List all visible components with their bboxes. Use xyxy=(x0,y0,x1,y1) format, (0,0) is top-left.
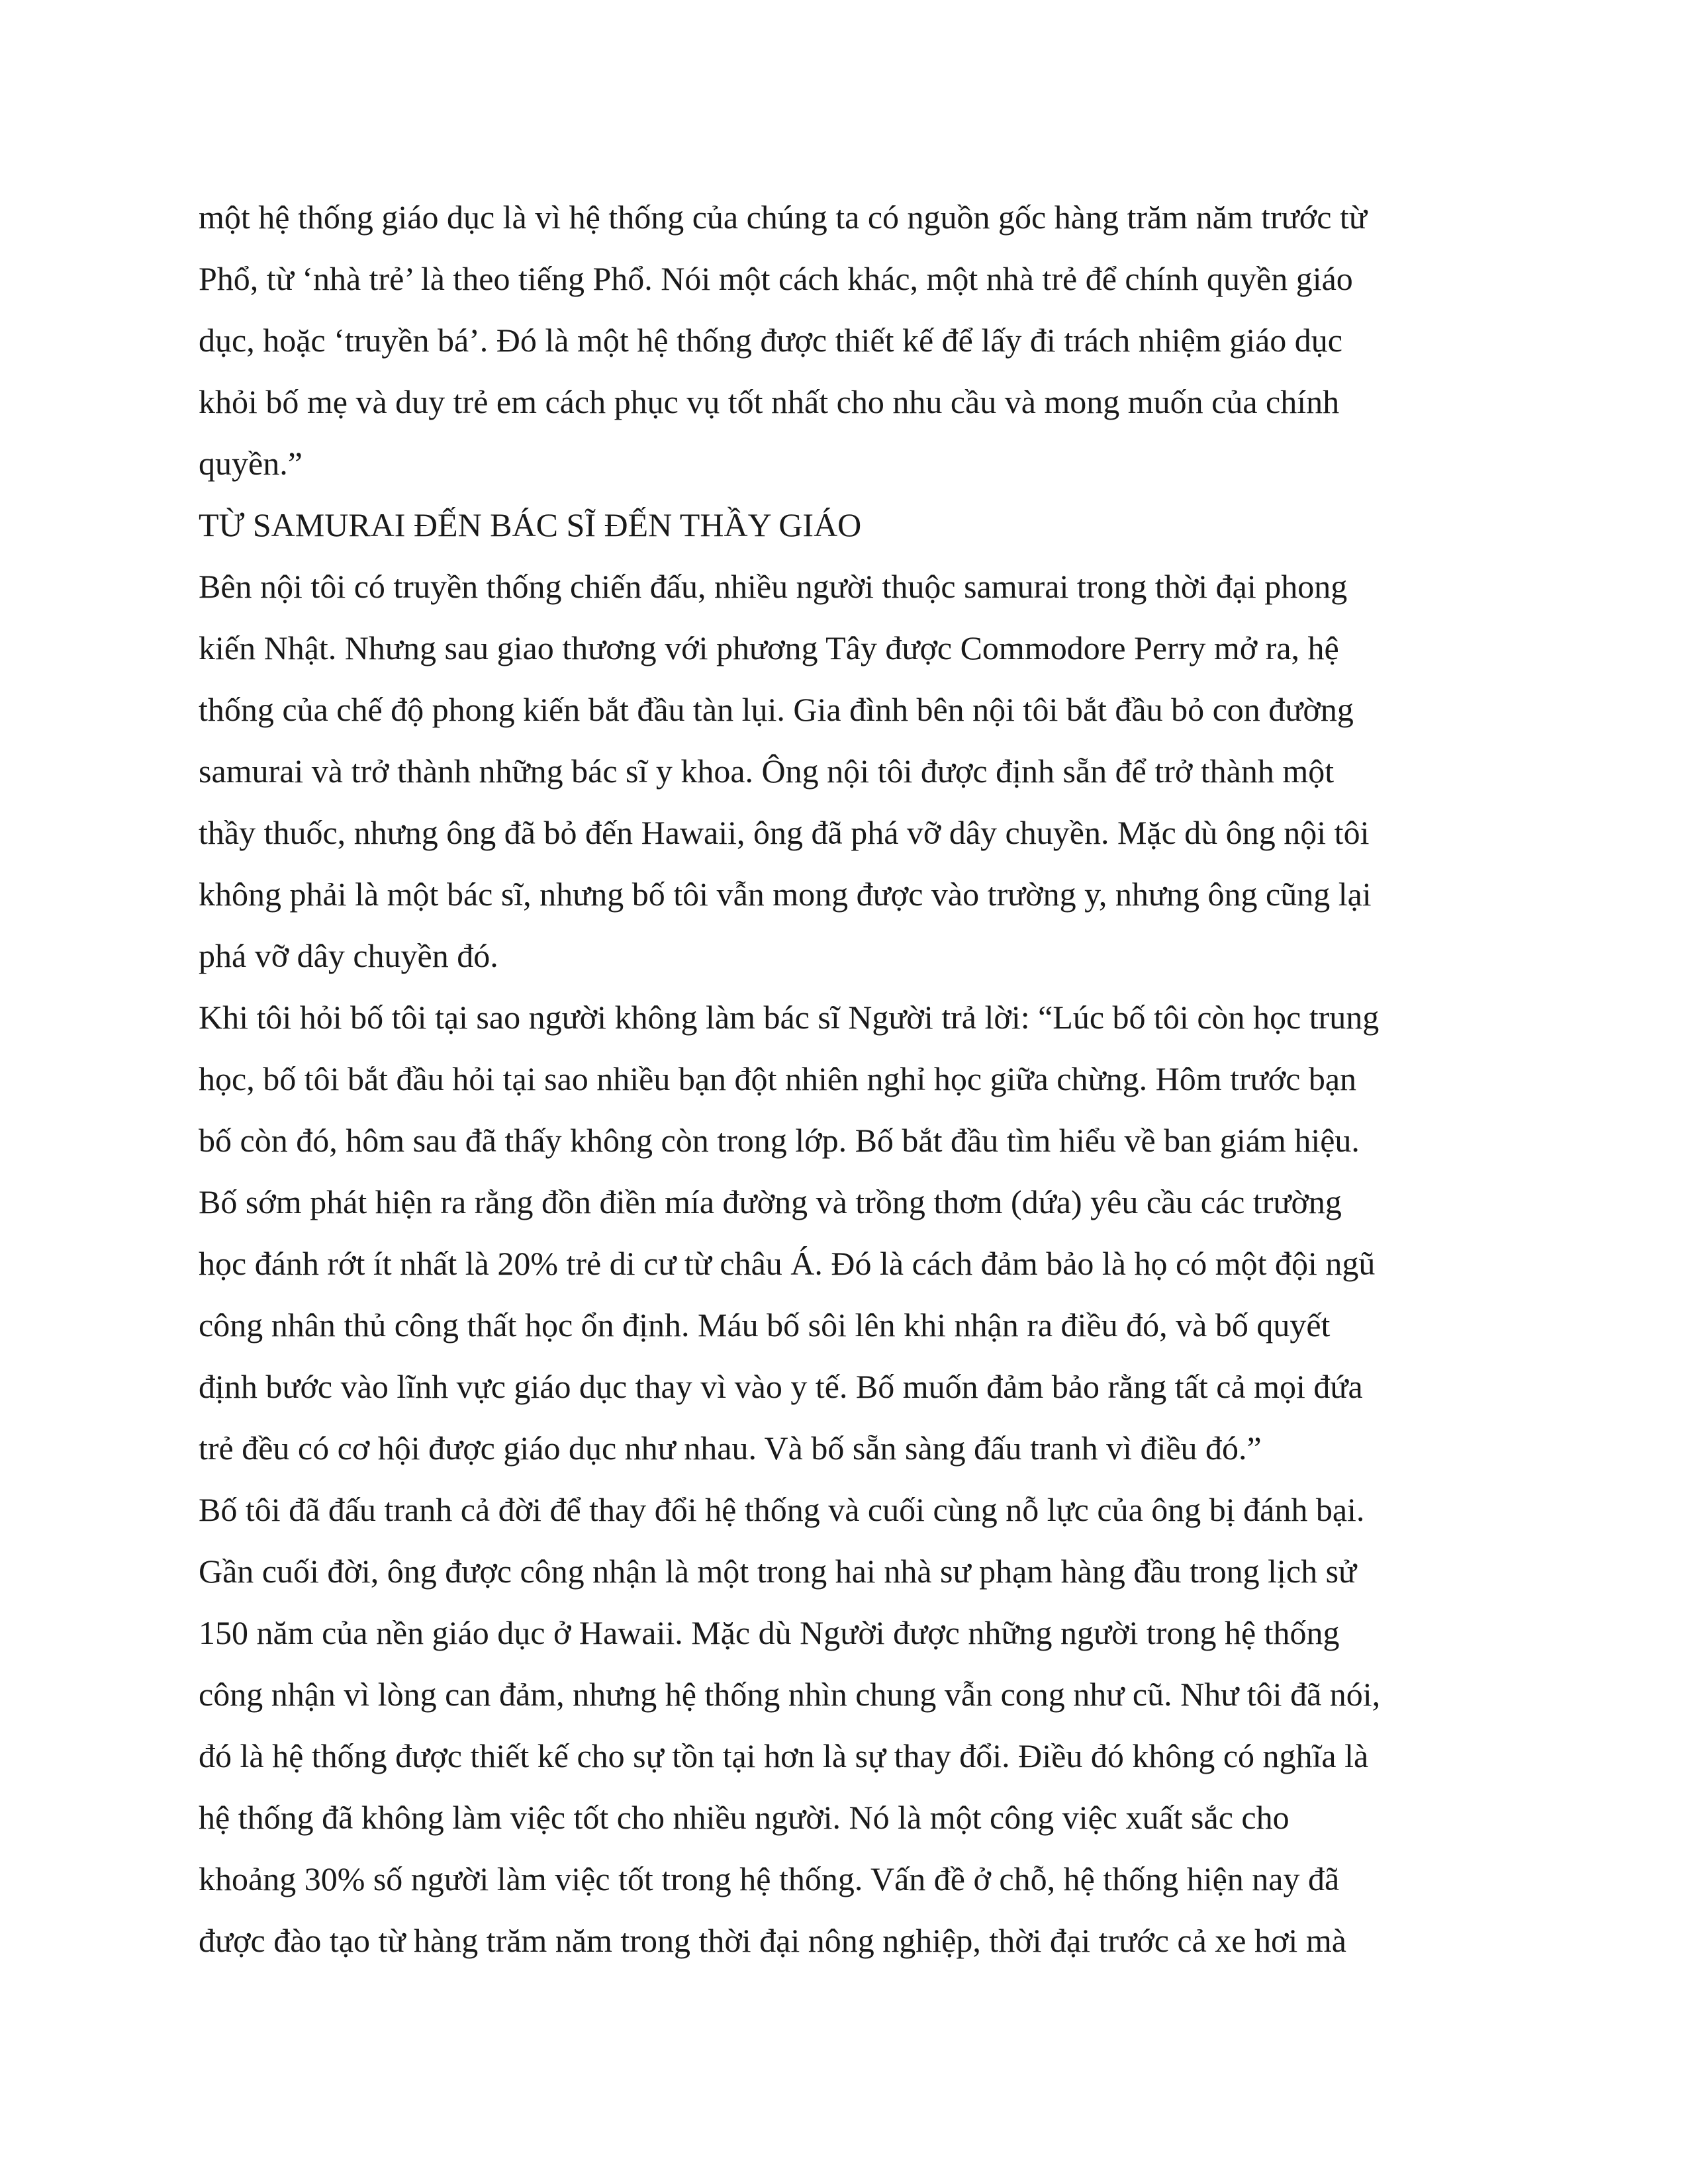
text-line: học, bố tôi bắt đầu hỏi tại sao nhiều bạn đột nhiên nghỉ học giữa chừng. Hôm trước bạn xyxy=(199,1060,1357,1097)
text-line: công nhân thủ công thất học ổn định. Máu bố sôi lên khi nhận ra điều đó, và bố quyết xyxy=(199,1306,1331,1343)
text-line: hệ thống đã không làm việc tốt cho nhiều người. Nó là một công việc xuất sắc cho xyxy=(199,1799,1289,1836)
text-line: đó là hệ thống được thiết kế cho sự tồn tại hơn là sự thay đổi. Điều đó không có nghĩa là xyxy=(199,1737,1369,1774)
text-line: một hệ thống giáo dục là vì hệ thống của chúng ta có nguồn gốc hàng trăm năm trước từ xyxy=(199,199,1367,236)
text-line: kiến Nhật. Nhưng sau giao thương với phương Tây được Commodore Perry mở ra, hệ xyxy=(199,629,1339,666)
text-line: Bên nội tôi có truyền thống chiến đấu, nhiều người thuộc samurai trong thời đại phong xyxy=(199,568,1348,605)
text-line: 150 năm của nền giáo dục ở Hawaii. Mặc dù Người được những người trong hệ thống xyxy=(199,1614,1340,1651)
text-line: Bố tôi đã đấu tranh cả đời để thay đổi hệ thống và cuối cùng nỗ lực của ông bị đánh bại. xyxy=(199,1491,1365,1528)
text-line: định bước vào lĩnh vực giáo dục thay vì vào y tế. Bố muốn đảm bảo rằng tất cả mọi đứa xyxy=(199,1368,1363,1405)
section-heading: TỪ SAMURAI ĐẾN BÁC SĨ ĐẾN THẦY GIÁO xyxy=(199,506,862,543)
text-line: Khi tôi hỏi bố tôi tại sao người không làm bác sĩ Người trả lời: “Lúc bố tôi còn học trung xyxy=(199,999,1380,1036)
text-line: quyền.” xyxy=(199,445,303,482)
text-line: thống của chế độ phong kiến bắt đầu tàn lụi. Gia đình bên nội tôi bắt đầu bỏ con đường xyxy=(199,691,1354,728)
text-line: khoảng 30% số người làm việc tốt trong hệ thống. Vấn đề ở chỗ, hệ thống hiện nay đã xyxy=(199,1860,1340,1897)
text-line: học đánh rớt ít nhất là 20% trẻ di cư từ châu Á. Đó là cách đảm bảo là họ có một đội ngũ xyxy=(199,1245,1376,1282)
text-line: dục, hoặc ‘truyền bá’. Đó là một hệ thống được thiết kế để lấy đi trách nhiệm giáo dục xyxy=(199,322,1343,359)
text-line: phá vỡ dây chuyền đó. xyxy=(199,937,498,974)
text-line: khỏi bố mẹ và duy trẻ em cách phục vụ tốt nhất cho nhu cầu và mong muốn của chính xyxy=(199,383,1340,420)
text-line: Phổ, từ ‘nhà trẻ’ là theo tiếng Phổ. Nói một cách khác, một nhà trẻ để chính quyền giáo xyxy=(199,260,1353,297)
text-line: bố còn đó, hôm sau đã thấy không còn trong lớp. Bố bắt đầu tìm hiểu về ban giám hiệu. xyxy=(199,1122,1360,1159)
text-line: trẻ đều có cơ hội được giáo dục như nhau. Và bố sẵn sàng đấu tranh vì điều đó.” xyxy=(199,1430,1262,1467)
text-line: được đào tạo từ hàng trăm năm trong thời đại nông nghiệp, thời đại trước cả xe hơi mà xyxy=(199,1922,1346,1959)
text-line: samurai và trở thành những bác sĩ y khoa. Ông nội tôi được định sẵn để trở thành một xyxy=(199,752,1335,790)
text-line: công nhận vì lòng can đảm, nhưng hệ thống nhìn chung vẫn cong như cũ. Như tôi đã nói, xyxy=(199,1676,1381,1713)
text-line: thầy thuốc, nhưng ông đã bỏ đến Hawaii, ông đã phá vỡ dây chuyền. Mặc dù ông nội tôi xyxy=(199,814,1370,851)
text-line: không phải là một bác sĩ, nhưng bố tôi vẫn mong được vào trường y, nhưng ông cũng lại xyxy=(199,876,1372,913)
text-line: Bố sớm phát hiện ra rằng đồn điền mía đường và trồng thơm (dứa) yêu cầu các trường xyxy=(199,1183,1342,1220)
text-line: Gần cuối đời, ông được công nhận là một trong hai nhà sư phạm hàng đầu trong lịch sử xyxy=(199,1553,1357,1590)
body-text xyxy=(199,187,1496,1972)
